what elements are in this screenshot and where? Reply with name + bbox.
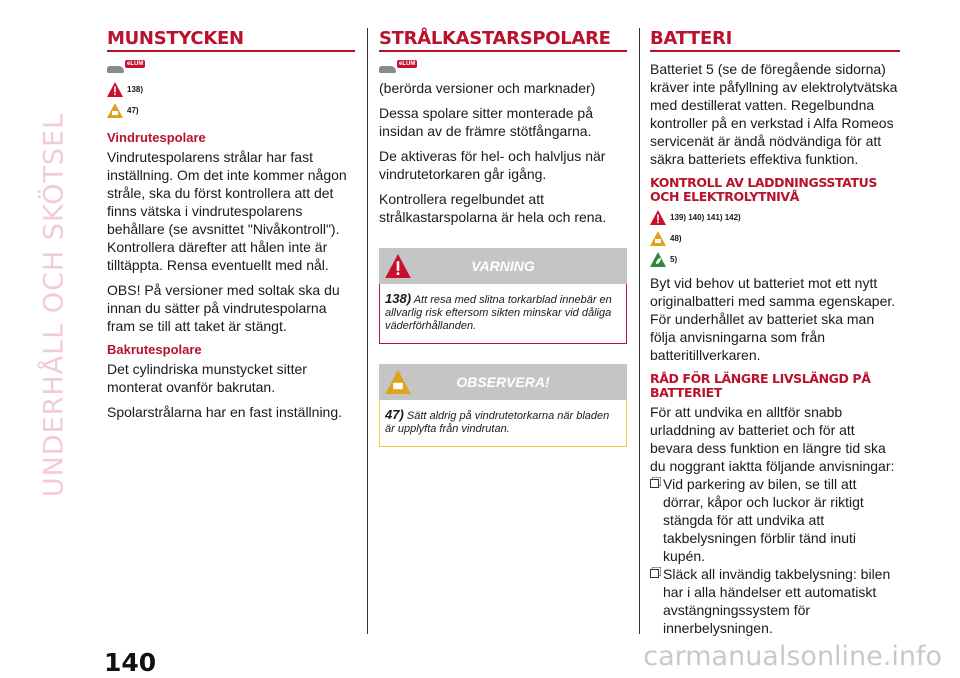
subsection-title: Vindrutespolare — [107, 130, 206, 145]
checkbox-bullet-icon — [650, 479, 659, 488]
column-batteri — [650, 28, 900, 644]
column-munstycken — [107, 28, 355, 428]
subsection-title: Bakrutespolare — [107, 342, 202, 357]
section-title: MUNSTYCKEN — [107, 28, 355, 52]
column-divider — [367, 28, 368, 634]
paragraph: Dessa spolare sitter monterade på insidan av de främre stötfångarna. — [379, 105, 593, 139]
notice-ref-row: 47) — [107, 100, 355, 120]
paragraph: (berörda versioner och marknader) — [379, 80, 596, 96]
paragraph: De aktiveras för hel- och halvljus när vindrutetorkaren går igång. — [379, 148, 606, 182]
section-title: BATTERI — [650, 28, 900, 52]
bullet-item: Släck all invändig takbelysning: bilen har i alla händelser ett automatiskt avstängningssystem för innerbelysningen. — [650, 565, 900, 637]
warning-triangle-icon — [107, 82, 123, 97]
warning-triangle-icon — [650, 210, 666, 225]
paragraph: Batteriet 5 (se de föregående sidorna) kräver inte påfyllning av elektrolytvätska med destillerat vatten. Regelbundna kontroller på en verkstad i Alfa Romeos servicenät är ändå nödvändiga för att säkra batteriets effektiva funktion. — [650, 61, 898, 167]
elum-badge: eLUM — [379, 61, 417, 73]
column-divider — [639, 28, 640, 634]
section-title: STRÅLKASTARSPOLARE — [379, 28, 627, 52]
subsection-title: KONTROLL AV LADDNINGSSTATUS OCH ELEKTROLYTNIVÅ — [650, 175, 877, 204]
paragraph: OBS! På versioner med soltak ska du innan du sätter på vindrutespolarna fram se till att taket är stängt. — [107, 282, 340, 334]
environment-ref-row: 5) — [650, 249, 900, 269]
warning-ref-row: 138) — [107, 79, 355, 99]
watermark: carmanualsonline.info — [643, 641, 942, 672]
bullet-item: Vid parkering av bilen, se till att dörrar, kåpor och luckor är riktigt stängda för att undvika att takbelysningen förblir tänd inuti kupén. — [650, 475, 900, 565]
paragraph: Spolarstrålarna har en fast inställning. — [107, 404, 343, 420]
elum-badge: eLUM — [107, 61, 145, 73]
warning-box-body: 138) Att resa med slitna torkarblad innebär en allvarlig risk eftersom sikten minskar vid dåliga väderförhållanden. — [379, 284, 627, 344]
car-icon — [379, 66, 396, 73]
column-stralkastarspolare — [379, 28, 627, 447]
paragraph: Det cylindriska munstycket sitter monterat ovanför bakrutan. — [107, 361, 307, 395]
caution-triangle-icon — [107, 103, 123, 118]
paragraph: För att undvika en alltför snabb urladdning av batteriet och för att bevara dess funktion en längre tid ska du noggrant iaktta följande anvisningar: — [650, 404, 895, 474]
checkbox-bullet-icon — [650, 569, 659, 578]
notice-ref-row: 48) — [650, 228, 900, 248]
environment-leaf-icon — [650, 252, 666, 267]
warning-ref-row: 139) 140) 141) 142) — [650, 207, 900, 227]
notice-box-body: 47) Sätt aldrig på vindrutetorkarna när bladen är upplyfta från vindrutan. — [379, 400, 627, 447]
notice-box-header: OBSERVERA! — [379, 364, 627, 400]
car-icon — [107, 66, 124, 73]
paragraph: Byt vid behov ut batteriet mot ett nytt originalbatteri med samma egenskaper. För underhållet av batteriet ska man följa anvisningarna som från batteritillverkaren. — [650, 275, 896, 363]
warning-box-header: VARNING — [379, 248, 627, 284]
paragraph: Kontrollera regelbundet att strålkastarspolarna är hela och rena. — [379, 191, 607, 225]
caution-triangle-icon — [650, 231, 666, 246]
paragraph: Vindrutespolarens strålar har fast inställning. Om det inte kommer någon stråle, ska du först kontrollera att det finns vätska i vindrutespolarens behållare (se avsnittet "Nivåkontroll"). Kontrollera därefter att hålen inte är tilltäppta. Rensa eventuellt med nål. — [107, 149, 347, 273]
page-number: 140 — [104, 648, 157, 677]
subsection-title: RÅD FÖR LÄNGRE LIVSLÄNGD PÅ BATTERIET — [650, 371, 871, 400]
